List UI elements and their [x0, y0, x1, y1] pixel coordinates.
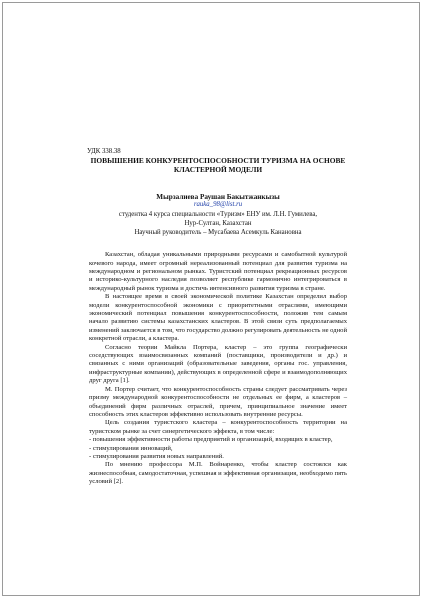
document-content — [89, 148, 347, 487]
paragraph: По мнению профессора М.П. Войнаренко, чтобы кластер состоялся как жизнеспособная, самодостаточная, успешная и эффективная организация, необходимо пять условий [2]. — [89, 461, 348, 486]
affiliation-line-1: студентка 4 курса специальности «Туризм» ЕНУ им. Л.Н. Гумилева, — [118, 210, 318, 218]
list-item: - стимулирования развития новых направлений. — [89, 452, 224, 460]
article-body — [89, 251, 347, 486]
article-title-line-1: ПОВЫШЕНИЕ КОНКУРЕНТОСПОСОБНОСТИ ТУРИЗМА НА ОСНОВЕ — [90, 156, 346, 166]
article-title — [89, 157, 347, 174]
affiliation — [89, 210, 347, 238]
author-email: rauka_98@list.ru — [193, 201, 243, 209]
supervisor-line: Научный руководитель – Мусабаева Асемкуль Канановна — [134, 229, 302, 236]
paragraph: В настоящее время в своей экономической политике Казахстан определил выбор модели конкурентоспособной экономики с приоритетными отраслями, имеющими экономический потенциал повышения конкурентоспособности, положив тем самым начало развитию системы казахстанских кластеров. В этой связи суть предполагаемых изменений заключается в том, что государство должно регулировать деятельность не одной конкретной отрасли, а кластера. — [89, 293, 347, 343]
paragraph: Согласно теории Майкла Портера, кластер – это группа географически соседствующих взаимосвязанных компаний (поставщики, производители и др.) и связанных с ними организаций (образовательные заведения, органы гос. управления, инфраструктурные компании), действующих в определенной сфере и взаимодополняющих друг друга [1]. — [89, 343, 347, 385]
list-item: - стимулирования инноваций, — [89, 444, 173, 452]
paragraph: Казахстан, обладая уникальными природными ресурсами и самобытной культурой кочевого народа, имеет огромный нереализованный потенциал для развития туризма на международном и региональном рынках. Туристский потенциал рекреационных ресурсов и историко-культурного наследия позволяет республике гармонично интегрироваться в международный рынок туризма и достичь интенсивного развития туризма в стране. — [89, 251, 347, 292]
list-item: - повышения эффективности работы предприятий и организаций, входящих в кластер, — [89, 436, 333, 444]
author-name: Мырзалиева Раушан Бакытжанкызы — [156, 192, 280, 201]
affiliation-line-2: Нур-Султан, Казахстан — [184, 219, 252, 227]
udk-code: УДК 338.38 — [87, 148, 121, 155]
document-page — [2, 2, 420, 596]
paragraph: М. Портер считает, что конкурентоспособность страны следует рассматривать через призму международной конкурентоспособности не отдельных ее фирм, а кластеров – объединений фирм различных отраслей, причем, принципиальное значение имеет способность этих кластеров эффективно использовать внутренние ресурсы. — [89, 385, 347, 418]
article-title-line-2: КЛАСТЕРНОЙ МОДЕЛИ — [173, 165, 263, 174]
paragraph: Цель создания туристского кластера – конкурентоспособность территории на туристском рынке за счет синергетического эффекта, в том числе: — [89, 419, 347, 435]
